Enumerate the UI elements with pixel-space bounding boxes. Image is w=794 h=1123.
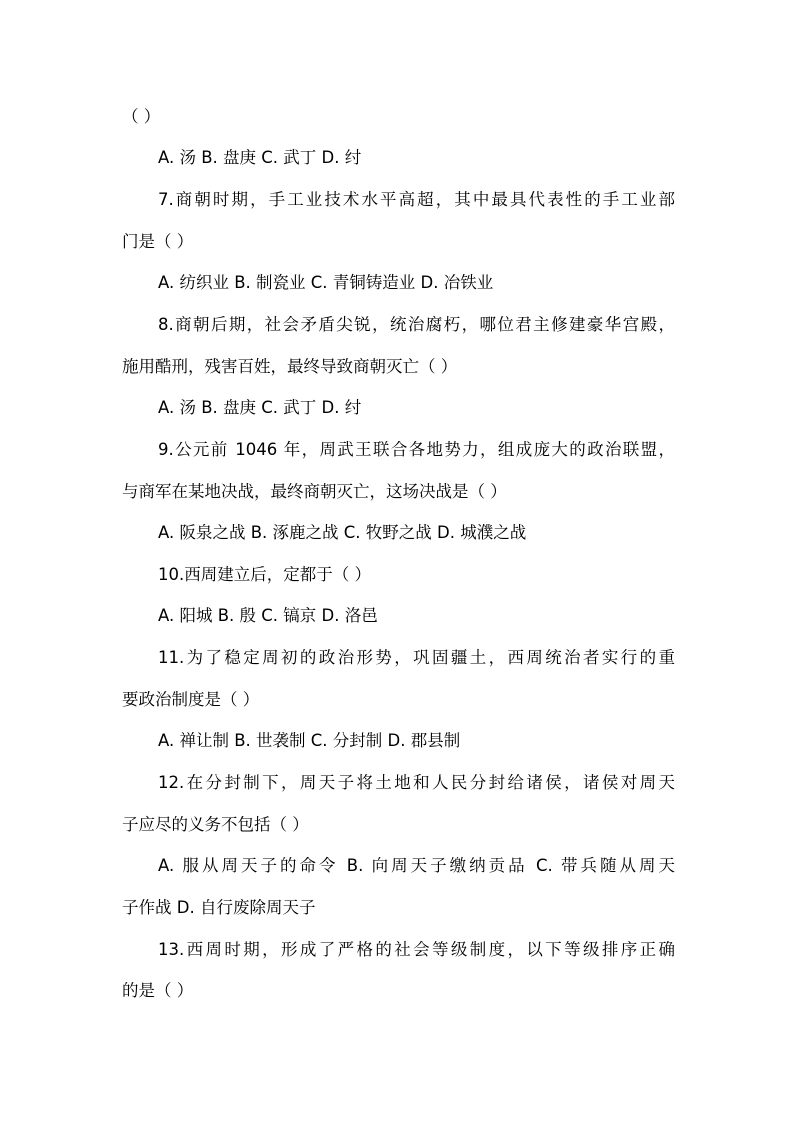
text-line: 9.公元前 1046 年，周武王联合各地势力，组成庞大的政治联盟，	[158, 440, 675, 459]
text-line: 门是（ ）	[122, 232, 194, 251]
text-line: 7.商朝时期，手工业技术水平高超，其中最具代表性的手工业部	[158, 190, 675, 209]
text-line: 要政治制度是（ ）	[122, 690, 260, 709]
text-line: 的是（ ）	[122, 981, 194, 1000]
text-line: 11.为了稳定周初的政治形势，巩固疆土，西周统治者实行的重	[158, 648, 675, 667]
text-line: A. 服从周天子的命令 B. 向周天子缴纳贡品 C. 带兵随从周天	[158, 856, 675, 875]
text-line: A. 禅让制 B. 世袭制 C. 分封制 D. 郡县制	[158, 731, 461, 750]
text-line: 12.在分封制下，周天子将土地和人民分封给诸侯，诸侯对周天	[158, 773, 675, 792]
text-line: A. 纺织业 B. 制瓷业 C. 青铜铸造业 D. 冶铁业	[158, 273, 494, 292]
text-line: 子应尽的义务不包括（ ）	[122, 815, 309, 834]
text-line: 与商军在某地决战，最终商朝灭亡，这场决战是（ ）	[122, 482, 507, 501]
text-line: 13.西周时期，形成了严格的社会等级制度，以下等级排序正确	[158, 940, 675, 959]
text-line: （ ）	[122, 107, 161, 126]
text-line: A. 阳城 B. 殷 C. 镐京 D. 洛邑	[158, 606, 378, 625]
text-line: 子作战 D. 自行废除周天子	[122, 898, 316, 917]
text-line: 8.商朝后期，社会矛盾尖锐，统治腐朽，哪位君主修建豪华宫殿，	[158, 315, 675, 334]
text-line: A. 汤 B. 盘庚 C. 武丁 D. 纣	[158, 148, 362, 167]
text-line: 施用酷刑，残害百姓，最终导致商朝灭亡（ ）	[122, 357, 458, 376]
text-line: A. 汤 B. 盘庚 C. 武丁 D. 纣	[158, 398, 362, 417]
text-line: 10.西周建立后，定都于（ ）	[158, 565, 371, 584]
text-line: A. 阪泉之战 B. 涿鹿之战 C. 牧野之战 D. 城濮之战	[158, 523, 527, 542]
